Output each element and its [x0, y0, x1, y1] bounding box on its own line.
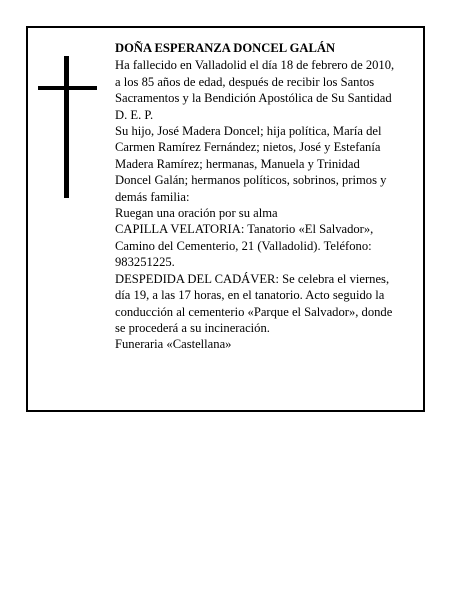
notice-line-phone: 983251225.: [115, 255, 175, 270]
notice-line: demás familia:: [115, 189, 190, 204]
funeral-home: Funeraria «Castellana»: [115, 337, 232, 352]
notice-line: Camino del Cementerio, 21 (Valladolid). Teléfono:: [115, 238, 372, 253]
notice-line-dep: D. E. P.: [115, 107, 154, 122]
obituary-notice: [26, 26, 425, 412]
notice-line: se procederá a su incineración.: [115, 320, 270, 335]
notice-line: Su hijo, José Madera Doncel; hija política, María del: [115, 124, 382, 139]
notice-line: Doncel Galán; hermanos políticos, sobrinos, primos y: [115, 173, 387, 188]
notice-line-chapel: CAPILLA VELATORIA: Tanatorio «El Salvador»,: [115, 222, 374, 237]
notice-line-prayer: Ruegan una oración por su alma: [115, 206, 278, 221]
notice-line: Ha fallecido en Valladolid el día 18 de febrero de 2010,: [115, 58, 395, 73]
notice-text: [115, 40, 421, 353]
deceased-name: DOÑA ESPERANZA DONCEL GALÁN: [115, 41, 336, 55]
cross-vertical-bar: [64, 56, 69, 198]
notice-line-farewell: DESPEDIDA DEL CADÁVER: Se celebra el viernes,: [115, 271, 390, 286]
notice-line: conducción al cementerio «Parque el Salvador», donde: [115, 304, 393, 319]
notice-line: día 19, a las 17 horas, en el tanatorio. Acto seguido la: [115, 288, 385, 303]
notice-line: a los 85 años de edad, después de recibir los Santos: [115, 74, 375, 89]
cross-icon: [38, 56, 98, 198]
notice-line: Sacramentos y la Bendición Apostólica de Su Santidad: [115, 91, 392, 106]
cross-horizontal-bar: [38, 86, 97, 90]
notice-line: Madera Ramírez; hermanas, Manuela y Trinidad: [115, 156, 360, 171]
notice-line: Carmen Ramírez Fernández; nietos, José y Estefanía: [115, 140, 381, 155]
